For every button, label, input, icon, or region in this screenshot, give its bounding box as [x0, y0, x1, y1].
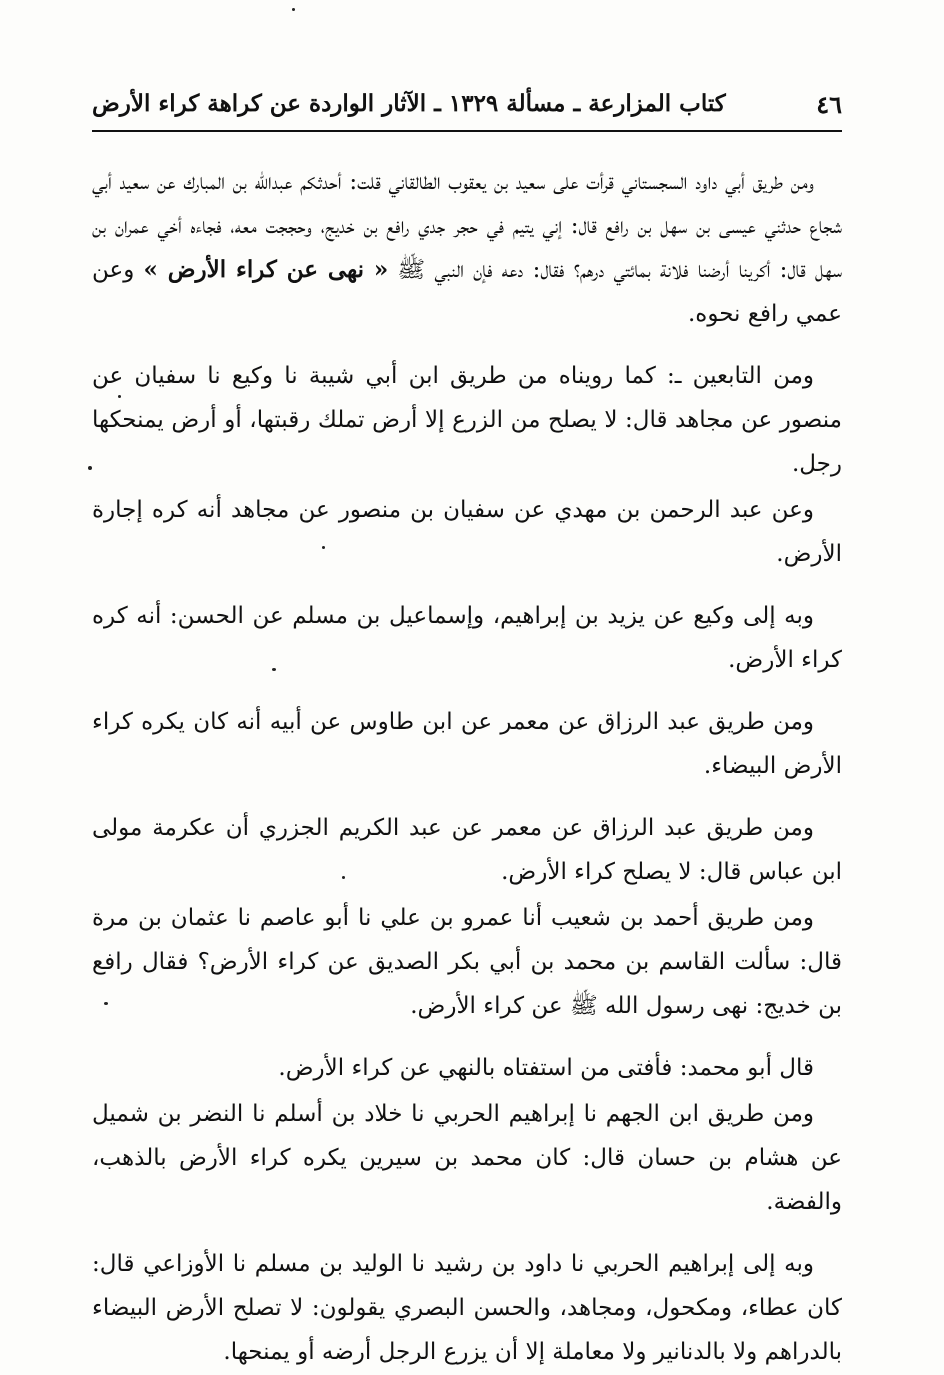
- paragraph-5: ومن طريق عبد الرزاق عن معمر عن ابن طاوس عن أبيه أنه كان يكره كراء الأرض البيضاء.: [92, 709, 842, 779]
- running-title: كتاب المزارعة ـ مسألة ١٣٢٩ ـ الآثار الواردة عن كراهة كراء الأرض: [92, 90, 726, 117]
- page-body: [92, 160, 842, 1374]
- page-number: ٤٦: [816, 90, 842, 119]
- paragraph-6: ومن طريق عبد الرزاق عن معمر عن عبد الكريم الجزري أن عكرمة مولى ابن عباس قال: لا يصلح كراء الأرض.: [92, 815, 842, 885]
- scan-speck: [292, 8, 295, 11]
- scan-speck: [88, 466, 92, 470]
- paragraph-1: [92, 160, 842, 336]
- paragraph-2: ومن التابعين ـ: كما رويناه من طريق ابن أبي شيبة نا وكيع نا سفيان عن منصور عن مجاهد قال: لا يصلح من الزرع إلا أرض تملك رقبتها، أو أرض يمنحكها رجل.: [92, 363, 842, 477]
- paragraph-8: قال أبو محمد: فأفتى من استفتاه بالنهي عن كراء الأرض.: [278, 1055, 814, 1081]
- paragraph-1-text-before: ومن طريق أبي داود السجستاني قرأت على سعيد بن يعقوب الطالقاني قلت: أحدثكم عبدالله بن المبارك عن سعيد أبي شجاع حدثني عيسى بن سهل بن رافع قال: إني يتيم في حجر جدي رافع بن خديج، وحججت معه، فجاءه أخي عمران بن سهل قال: أكرينا أرضنا فلانة بمائتي درهم؟ فقال: دعه فإن النبي ﷺ: [92, 169, 842, 283]
- hadith-quote: « نهى عن كراء الأرض »: [143, 256, 389, 283]
- paragraph-4: وبه إلى وكيع عن يزيد بن إبراهيم، وإسماعيل بن مسلم عن الحسن: أنه كره كراء الأرض.: [92, 603, 842, 673]
- scan-speck: [272, 668, 276, 671]
- page-header: [92, 86, 842, 132]
- paragraph-1-text-after: وعن عمي رافع نحوه.: [92, 257, 842, 327]
- paragraph-3: وعن عبد الرحمن بن مهدي عن سفيان بن منصور عن مجاهد أنه كره إجارة الأرض.: [92, 497, 842, 567]
- scan-speck: [342, 876, 345, 879]
- scan-speck: [104, 1002, 108, 1005]
- paragraph-7: ومن طريق أحمد بن شعيب أنا عمرو بن علي نا أبو عاصم نا عثمان بن مرة قال: سألت القاسم بن محمد بن أبي بكر الصديق عن كراء الأرض؟ فقال رافع بن خديج: نهى رسول الله ﷺ عن كراء الأرض.: [92, 905, 842, 1019]
- scan-speck: [118, 395, 121, 398]
- scan-speck: [322, 546, 325, 549]
- paragraph-9: ومن طريق ابن الجهم نا إبراهيم الحربي نا خلاد بن أسلم نا النضر بن شميل عن هشام بن حسان قال: كان محمد بن سيرين يكره كراء الأرض بالذهب، والفضة.: [92, 1101, 842, 1215]
- paragraph-10: وبه إلى إبراهيم الحربي نا داود بن رشيد نا الوليد بن مسلم نا الأوزاعي قال: كان عطاء، ومكحول، ومجاهد، والحسن البصري يقولون: لا تصلح الأرض البيضاء بالدراهم ولا بالدنانير ولا معاملة إلا أن يزرع الرجل أرضه أو يمنحها.: [92, 1251, 842, 1365]
